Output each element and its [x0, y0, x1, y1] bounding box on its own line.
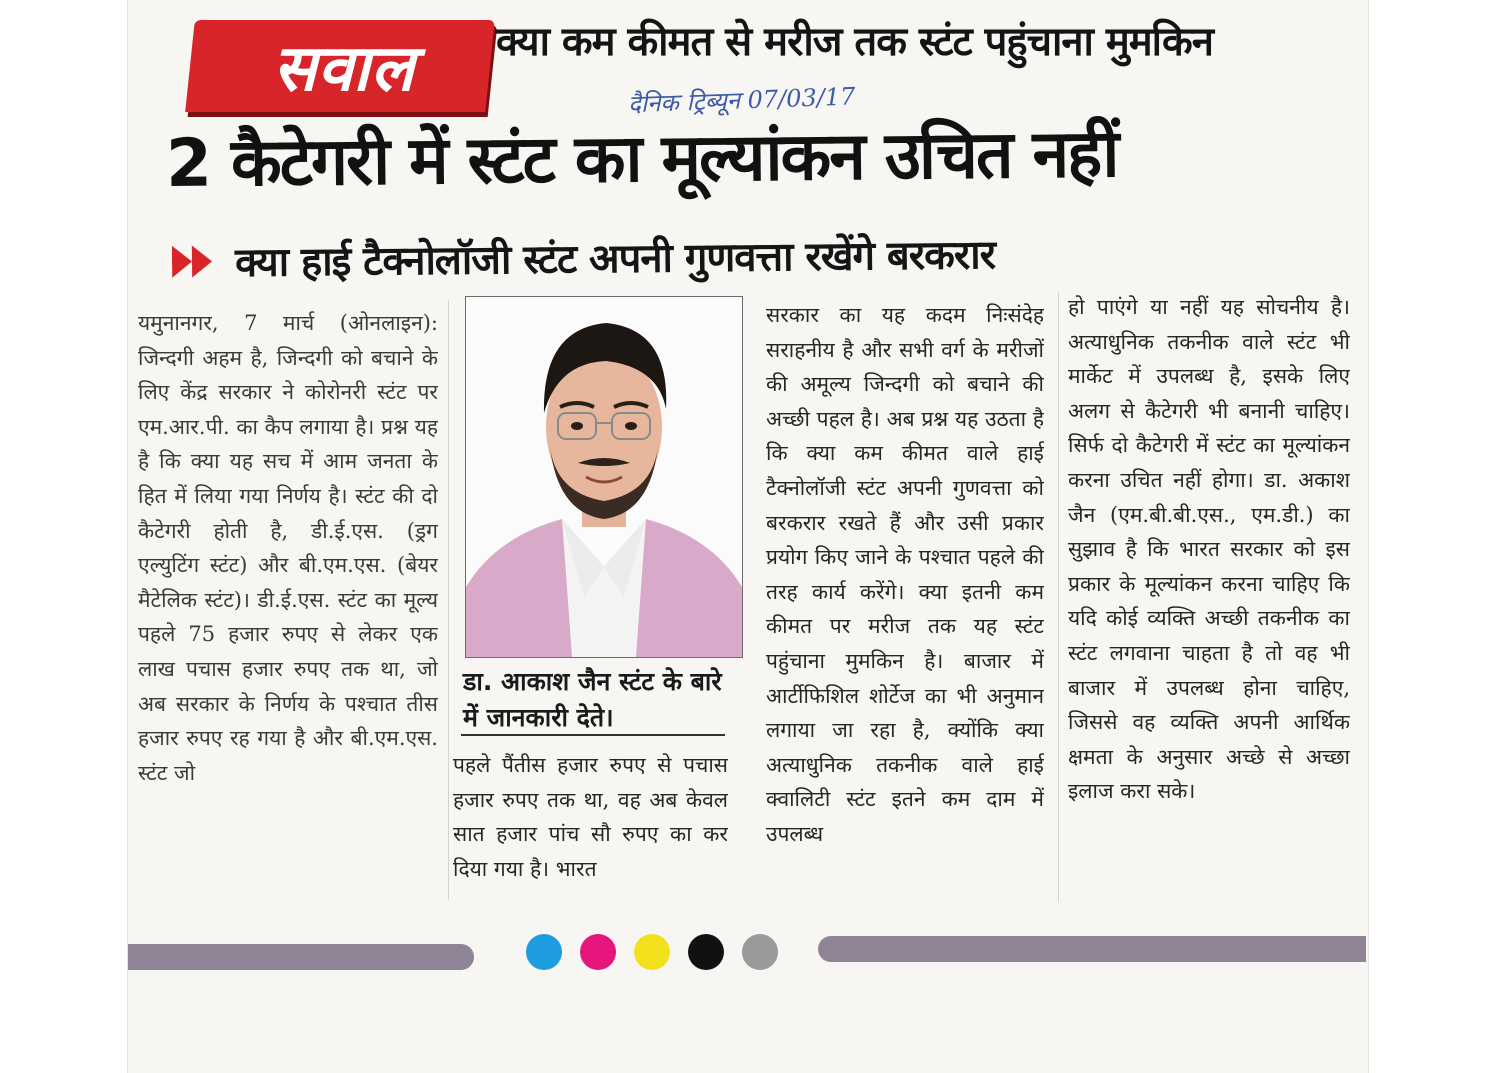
section-label: सवाल [273, 32, 415, 106]
registration-black-dot [688, 934, 724, 970]
registration-grey-dot [742, 934, 778, 970]
caption-underline [461, 734, 725, 736]
portrait-photo [465, 296, 743, 658]
registration-yellow-dot [634, 934, 670, 970]
column-rule [1058, 292, 1059, 902]
registration-magenta-dot [580, 934, 616, 970]
portrait-illustration [466, 297, 742, 657]
footer-color-bar-left [128, 944, 474, 970]
article-column-3: सरकार का यह कदम निःसंदेह सराहनीय है और सभी वर्ग के मरीजों की अमूल्य जिन्दगी को बचाने की अच्छी पहल है। अब प्रश्न यह उठता है कि क्या कम कीमत वाले हाई टैक्नोलॉजी स्टंट अपनी गुणवत्ता को बरकरार रखते हैं और उसी प्रकार प्रयोग किए जाने के पश्चात पहले की तरह कार्य करेंगे। क्या इतनी कम कीमत पर मरीज तक यह स्टंट पहुंचाना मुमकिन है। बाजार में आर्टीफिशिल शोर्टेज का भी अनुमान लगाया जा रहा है, क्योंकि क्या अत्याधुनिक तकनीक वाले हाई क्वालिटी स्टंट इतने कम दाम में उपलब्ध [766, 303, 1044, 846]
subheadline: क्या हाई टैक्नोलॉजी स्टंट अपनी गुणवत्ता रखेंगे बरकरार [234, 232, 996, 287]
article-column-4: हो पाएंगे या नहीं यह सोचनीय है। अत्याधुनिक तकनीक वाले स्टंट भी मार्केट में उपलब्ध है, इसके लिए अलग से कैटेगरी भी बनानी चाहिए। सिर्फ दो कैटेगरी में स्टंट का मूल्यांकन करना उचित नहीं होगा। डा. अकाश जैन (एम.बी.बी.एस., एम.डी.) का सुझाव है कि भारत सरकार को इस प्रकार के मूल्यांकन करना चाहिए कि यदि कोई व्यक्ति अच्छी तकनीक का स्टंट लगवाना चाहता है तो वह भी बाजार में उपलब्ध होना चाहिए, जिससे वह व्यक्ति अपनी आर्थिक क्षमता के अनुसार अच्छे से अच्छा इलाज करा सके। [1068, 295, 1350, 804]
article-column-1: यमुनानगर, 7 मार्च (ओनलाइन): जिन्दगी अहम है, जिन्दगी को बचाने के लिए केंद्र सरकार ने कोरोनरी स्टंट पर एम.आर.पी. का कैप लगाया है। प्रश्न यह है कि क्या यह सच में आम जनता के हित में लिया गया निर्णय है। स्टंट की दो कैटेगरी होती है, डी.ई.एस. (ड्रग एल्युटिंग स्टंट) और बी.एम.एस. (बेयर मैटेलिक स्टंट)। डी.ई.एस. स्टंट का मूल्य पहले 75 हजार रुपए से लेकर एक लाख पचास हजार रुपए तक था, जो अब सरकार के निर्णय के पश्चात तीस हजार रुपए रह गया है और बी.एम.एस. स्टंट जो [138, 311, 438, 785]
double-arrow-icon [172, 241, 216, 281]
column-rule [448, 300, 449, 900]
strap-line: क्या कम कीमत से मरीज तक स्टंट पहुंचाना मुमकिन [496, 19, 1213, 65]
headline: 2 कैटेगरी में स्टंट का मूल्यांकन उचित नहीं [165, 115, 1118, 202]
photo-caption: डा. आकाश जैन स्टंट के बारे में जानकारी देते। [463, 667, 722, 732]
registration-cyan-dot [526, 934, 562, 970]
article-column-2: पहले पैंतीस हजार रुपए से पचास हजार रुपए तक था, वह अब केवल सात हजार पांच सौ रुपए का कर दिया गया है। भारत [453, 753, 728, 881]
newspaper-clipping [128, 0, 1368, 1073]
handwritten-source-note: दैनिक ट्रिब्यून 07/03/17 [627, 82, 856, 119]
subheadline-row [172, 222, 1273, 294]
footer-color-bar-right [818, 936, 1366, 962]
